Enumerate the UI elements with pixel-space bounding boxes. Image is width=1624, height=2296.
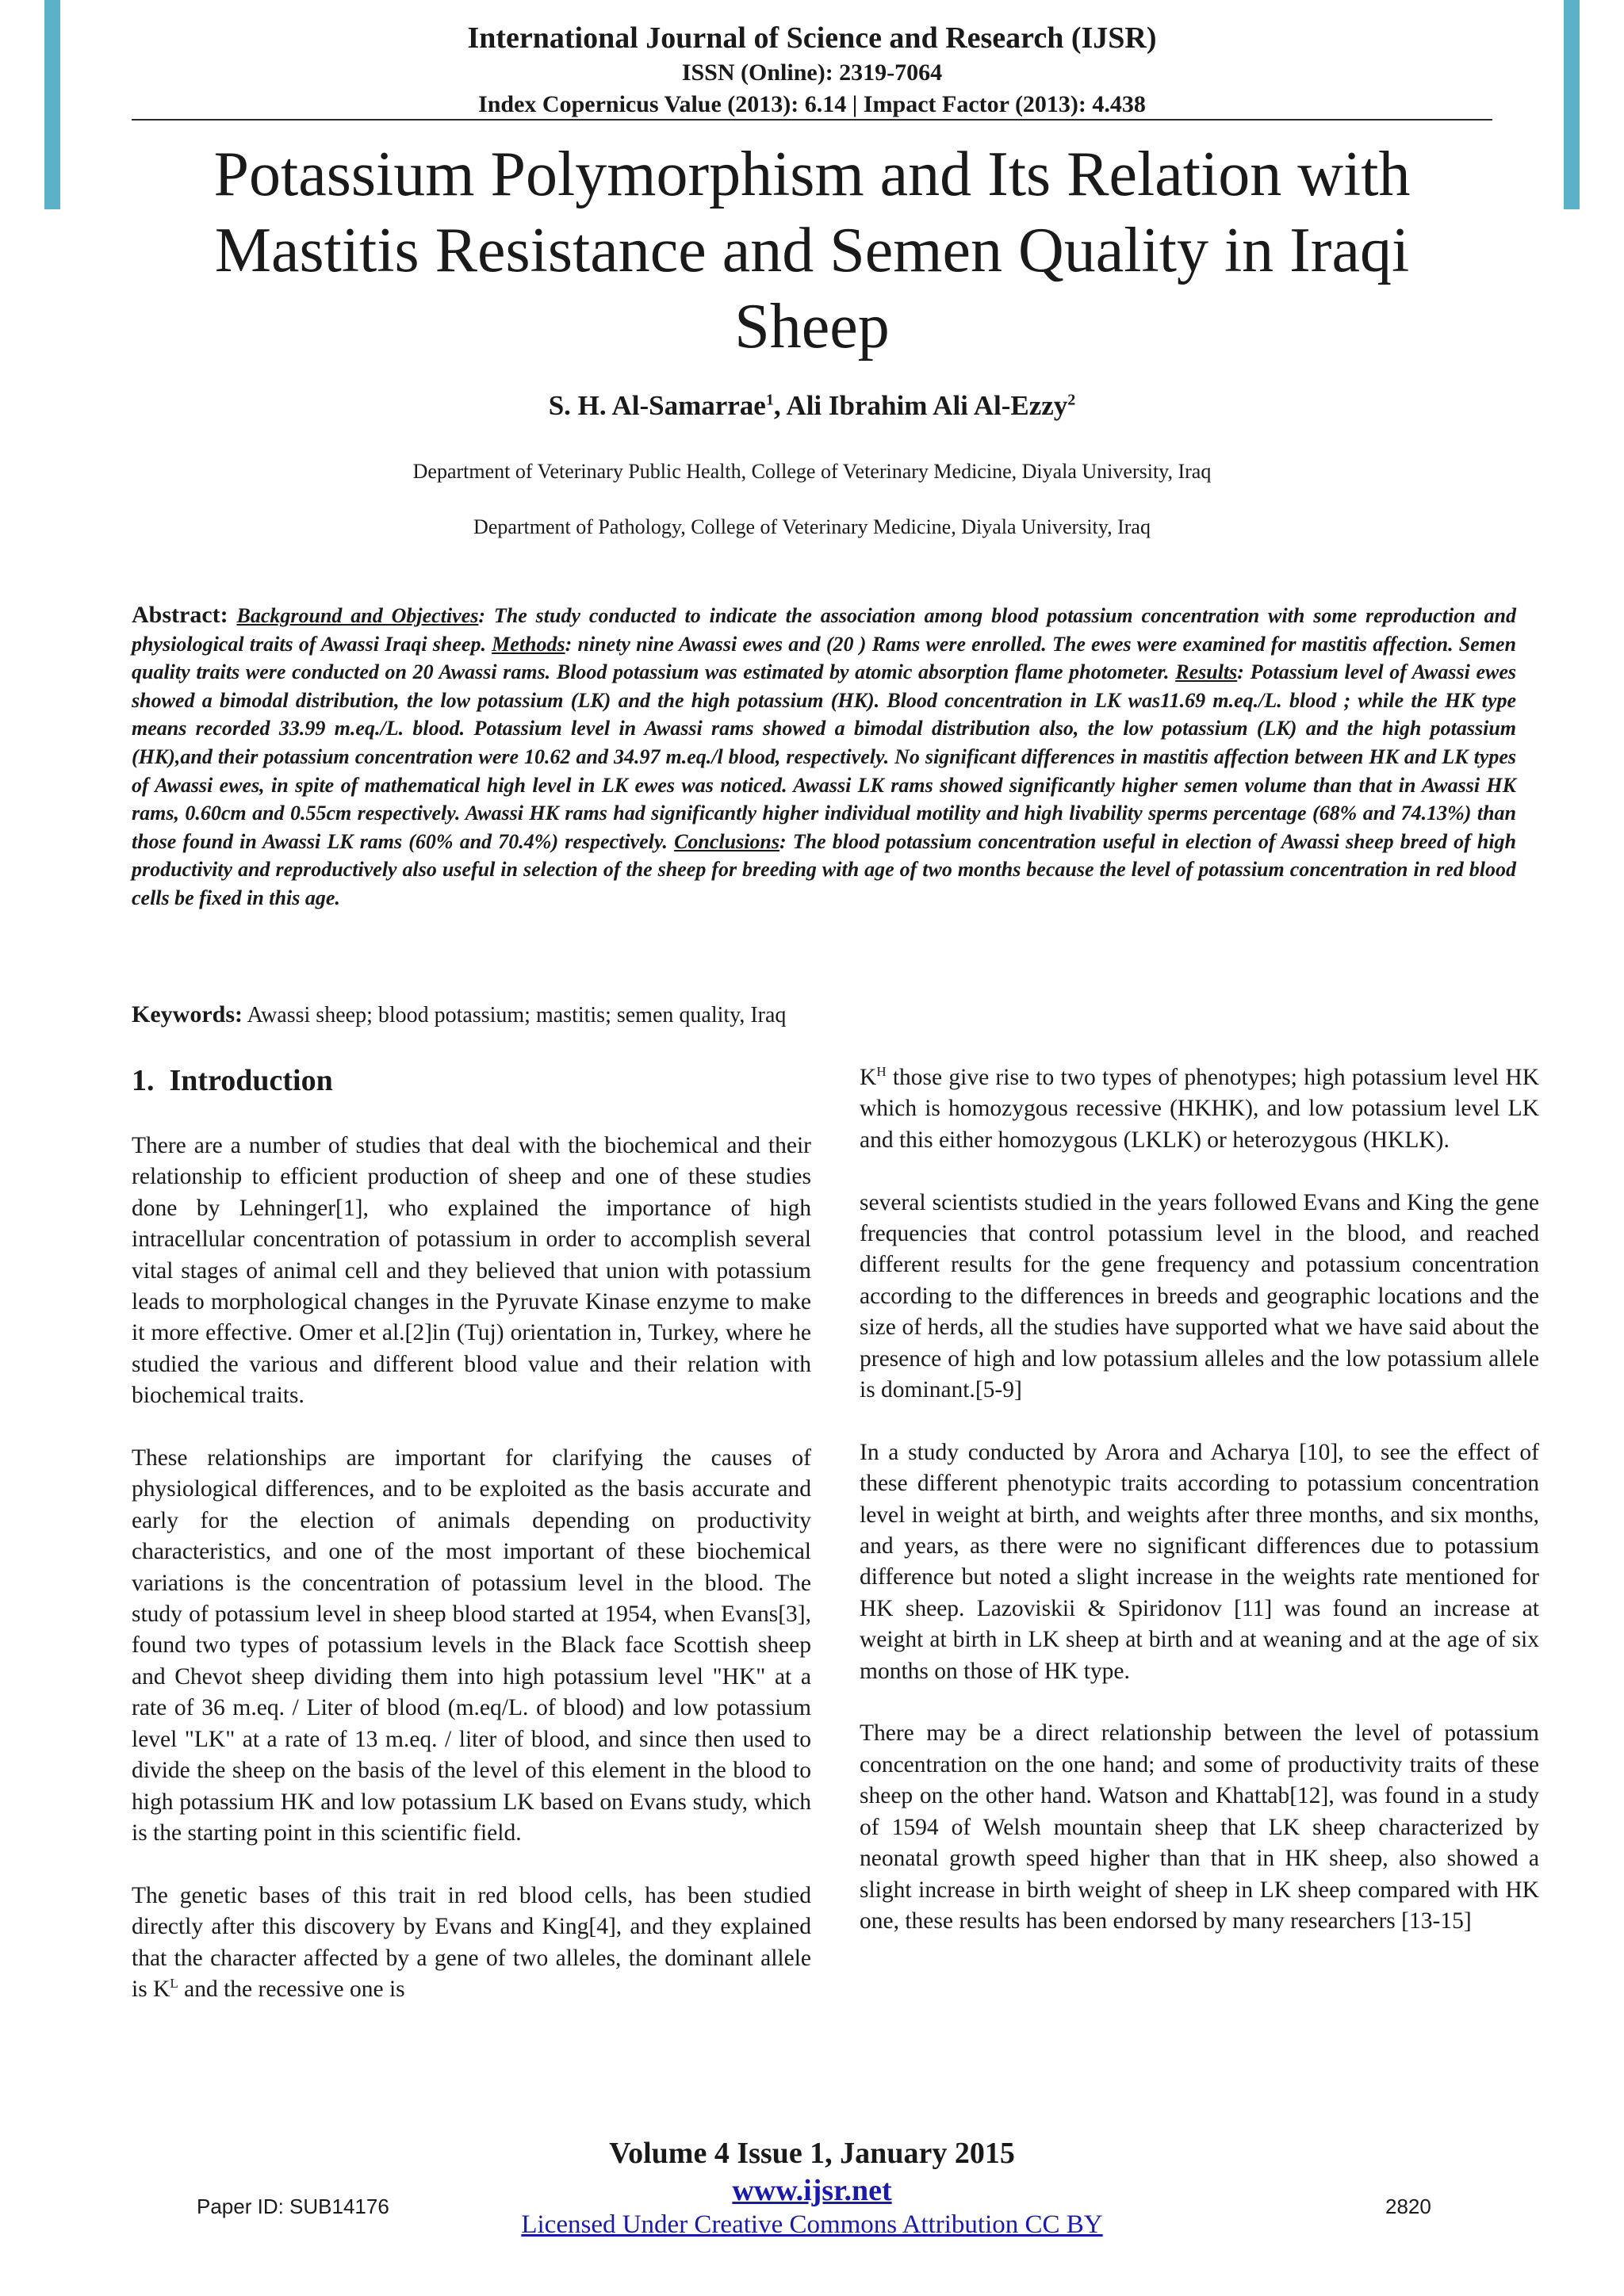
footer-license-link[interactable]: Licensed Under Creative Commons Attribution CC BY (521, 2210, 1103, 2239)
intro-paragraph-2: These relationships are important for clarifying the causes of physiological differences, and to be exploited as the basis accurate and early for the election of animals depending on productivity characteristics, and one of the most important of these biochemical variations is the concentration of potassium level in the blood. The study of potassium level in sheep blood started at 1954, when Evans[3], found two types of potassium levels in the Black face Scottish sheep and Chevot sheep dividing them into high potassium level "HK" at a rate of 36 m.eq. / Liter of blood (m.eq/L. of blood) and low potassium level "LK" at a rate of 13 m.eq. / liter of blood, and since then used to divide the sheep on the basis of the level of this element in the blood to high potassium HK and low potassium LK based on Evans study, which is the starting point in this scientific field. (132, 1445, 811, 1846)
intro-paragraph-6: In a study conducted by Arora and Acharya [10], to see the effect of these different phenotypic traits according to potassium concentration level in weight at birth, and weights after three months, and six months, and years, as there were no significant differences due to potassium difference but noted a slight increase in the weights rate mentioned for HK sheep. Lazoviskii & Spiridonov [11] was found an increase at weight at birth in LK sheep at birth and at weaning and at the age of six months on those of HK type. (860, 1439, 1539, 1684)
footer-paper-id: Paper ID: SUB14176 (197, 2195, 389, 2218)
keywords-text: Awassi sheep; blood potassium; mastitis; semen quality, Iraq (242, 1003, 787, 1027)
journal-index: Index Copernicus Value (2013): 6.14 | Impact Factor (2013): 4.438 (478, 91, 1146, 117)
section-heading-introduction: 1. Introduction (132, 1064, 333, 1097)
abstract-methods-text: : ninety nine Awassi ewes and (20 ) Rams were enrolled. The ewes were examined for mastitis affection. Semen quality traits were conducted on 20 Awassi rams. Blood potassium was estimated by atomic absorption flame photometer. (132, 632, 1516, 684)
abstract-label: Abstract: (132, 602, 228, 628)
keywords (132, 1001, 1516, 1030)
abstract-results-text: : Potassium level of Awassi ewes showed a bimodal distribution, the low potassium (LK) and the high potassium (HK). Blood concentration in LK was11.69 m.eq./L. blood ; while the HK type means recorded 33.99 m.eq./L. blood. Potassium level in Awassi rams showed a bimodal distribution also, the low potassium (LK) and the high potassium (HK),and their potassium concentration were 10.62 and 34.97 m.eq./l blood, respectively. No significant differences in mastitis affection between HK and LK types of Awassi ewes, in spite of mathematical high level in LK ewes was noticed. Awassi LK rams showed significantly higher semen volume than that in Awassi HK rams, 0.60cm and 0.55cm respectively. Awassi HK rams had significantly higher individual motility and high livability sperms percentage (68% and 74.13%) than those found in Awassi LK rams (60% and 70.4%) respectively. (132, 660, 1516, 853)
intro-paragraph-3-text-end: and the recessive one is (178, 1976, 405, 2002)
author-list (0, 390, 1624, 422)
footer-journal-link[interactable]: www.ijsr.net (732, 2174, 892, 2207)
footer-page-number: 2820 (1385, 2195, 1431, 2218)
journal-name: International Journal of Science and Research (IJSR) (467, 21, 1157, 55)
column-left (132, 1062, 811, 2037)
author-1-affil: 1 (765, 391, 774, 409)
intro-paragraph-7: There may be a direct relationship between the level of potassium concentration on the one hand; and some of productivity traits of these sheep on the other hand. Watson and Khattab[12], was found in a study of 1594 of Welsh mountain sheep that LK sheep characterized by neonatal growth speed higher than that in HK sheep, also showed a slight increase in birth weight of sheep in LK sheep compared with HK one, these results has been endorsed by many researchers [13-15] (860, 1720, 1539, 1934)
allele-superscript-l: L (170, 1976, 178, 1992)
footer-volume: Volume 4 Issue 1, January 2015 (609, 2137, 1015, 2170)
header-divider (132, 119, 1492, 121)
author-1: S. H. Al-Samarrae (548, 390, 766, 421)
abstract-methods-label: Methods (492, 632, 565, 656)
author-2: Ali Ibrahim Ali Al-Ezzy (786, 390, 1068, 421)
journal-header (0, 19, 1624, 121)
paper-title: Potassium Polymorphism and Its Relation with Mastitis Resistance and Semen Quality in Iraqi Sheep (213, 140, 1411, 362)
abstract (132, 601, 1516, 913)
abstract-results-label: Results (1175, 660, 1238, 684)
intro-paragraph-3 (132, 1881, 811, 2006)
intro-paragraph-5: several scientists studied in the years followed Evans and King the gene frequencies that control potassium level in the blood, and reached different results for the gene frequency and potassium concentration according to the differences in breeds and geographic locations and the size of herds, all the studies have supported what we have said about the presence of high and low potassium alleles and the low potassium allele is dominant.[5-9] (860, 1189, 1539, 1403)
keywords-label: Keywords: (132, 1001, 243, 1027)
allele-superscript-h: H (876, 1064, 887, 1080)
intro-paragraph-3-text: The genetic bases of this trait in red blood cells, has been studied directly after this discovery by Evans and King[4], and they explained that the character affected by a gene of two alleles, the dominant allele is K (132, 1882, 811, 2002)
abstract-conclusions-text: : The blood potassium concentration useful in election of Awassi sheep breed of high productivity and reproductively also useful in selection of the sheep for breeding with age of two months because the level of potassium concentration in red blood cells be fixed in this age. (132, 829, 1517, 909)
intro-paragraph-4 (860, 1062, 1539, 1156)
journal-issn: ISSN (Online): 2319-7064 (681, 59, 943, 86)
affiliation-2: Department of Pathology, College of Veterinary Medicine, Diyala University, Iraq (473, 515, 1151, 538)
intro-paragraph-4-text: those give rise to two types of phenotypes; high potassium level HK which is homozygous recessive (HKHK), and low potassium level LK and this either homozygous (LKLK) or heterozygous (HKLK). (860, 1065, 1539, 1153)
intro-paragraph-4-start: K (860, 1065, 877, 1090)
column-right (860, 1062, 1539, 1969)
author-2-affil: 2 (1067, 391, 1076, 409)
abstract-conclusions-label: Conclusions (674, 829, 780, 853)
intro-paragraph-1: There are a number of studies that deal with the biochemical and their relationship to efficient production of sheep and one of these studies done by Lehninger[1], who explained the importance of high intracellular concentration of potassium in order to accomplish several vital stages of animal cell and they believed that union with potassium leads to morphological changes in the Pyruvate Kinase enzyme to make it more effective. Omer et al.[2]in (Tuj) orientation in, Turkey, where he studied the various and different blood value and their relation with biochemical traits. (132, 1133, 811, 1409)
affiliation-1: Department of Veterinary Public Health, College of Veterinary Medicine, Diyala University, Iraq (412, 460, 1212, 483)
abstract-background-text: : The study conducted to indicate the association among blood potassium concentration with some reproduction and physiological traits of Awassi Iraqi sheep. (132, 604, 1516, 656)
abstract-background-label: Background and Objectives (236, 604, 479, 627)
author-separator: , (773, 390, 787, 421)
